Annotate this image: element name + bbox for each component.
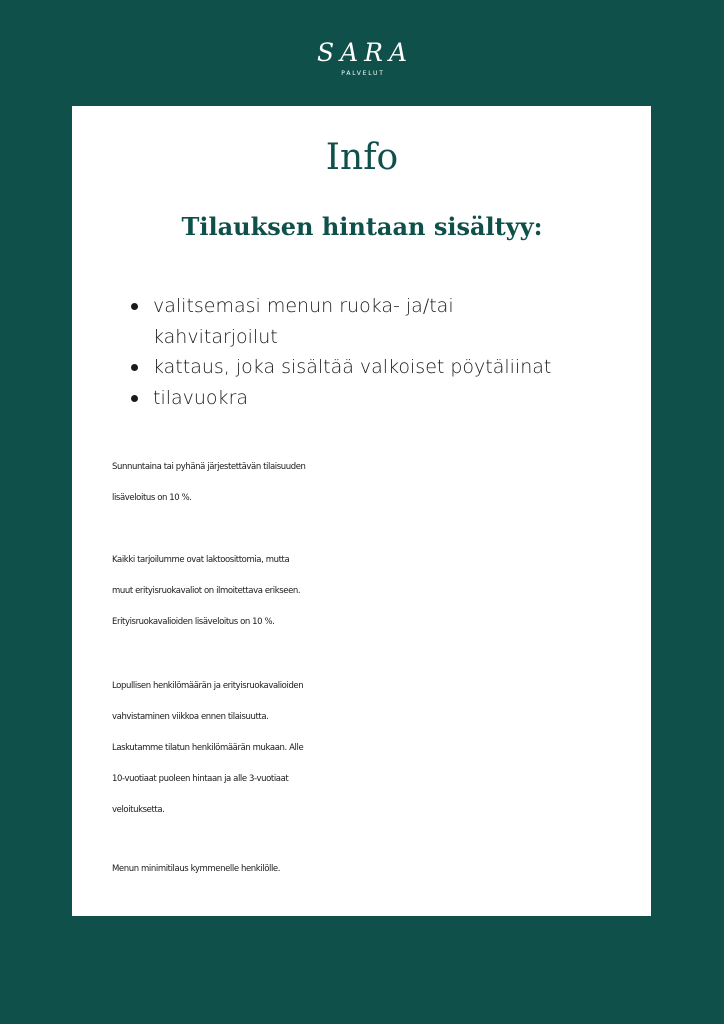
list-item: [112, 352, 632, 383]
brand-logo: [0, 38, 724, 78]
list-item-text: tilavuokra: [153, 386, 249, 409]
paragraph-line: Menun minimitilaus kymmenelle henkilölle.: [112, 864, 281, 874]
paragraph-line: Lopullisen henkilömäärän ja erityisruokavalioiden: [112, 681, 304, 691]
list-item: [112, 383, 632, 414]
paragraph-line: Sunnuntaina tai pyhänä järjestettävän tilaisuuden: [112, 462, 306, 472]
bullet-icon: [131, 395, 138, 402]
list-item-text: kahvitarjoilut: [153, 325, 278, 348]
bullet-icon: [131, 303, 138, 310]
included-heading: Tilauksen hintaan sisältyy:: [181, 212, 543, 241]
paragraph-line: lisäveloitus on 10 %.: [112, 493, 192, 503]
page-title: Info: [325, 137, 399, 178]
paragraph-line: vahvistaminen viikkoa ennen tilaisuutta.: [112, 712, 269, 722]
list-item-text: valitsemasi menun ruoka- ja/tai: [153, 295, 454, 317]
paragraph-line: Laskutamme tilatun henkilömäärän mukaan. Alle: [112, 743, 304, 753]
included-list: [112, 291, 632, 413]
paragraph-holiday-surcharge: [112, 452, 632, 514]
brand-tagline: PALVELUT: [341, 70, 385, 77]
brand-name: SARA: [316, 38, 414, 67]
list-item-text: kattaus, joka sisältää valkoiset pöytäliinat: [153, 356, 552, 378]
paragraph-headcount: [112, 671, 632, 826]
paragraph-special-diets: [112, 545, 632, 638]
list-item: [112, 291, 632, 352]
paragraph-line: 10-vuotiaat puoleen hintaan ja alle 3-vuotiaat: [112, 774, 289, 784]
paragraph-line: muut erityisruokavaliot on ilmoitettava erikseen.: [112, 586, 301, 596]
paragraph-line: veloituksetta.: [112, 805, 165, 815]
paragraph-line: Erityisruokavalioiden lisäveloitus on 10 %.: [112, 617, 275, 627]
paragraph-line: Kaikki tarjoilumme ovat laktoosittomia, mutta: [112, 555, 290, 565]
paragraph-minimum-order: [112, 854, 632, 885]
bullet-icon: [131, 364, 138, 371]
